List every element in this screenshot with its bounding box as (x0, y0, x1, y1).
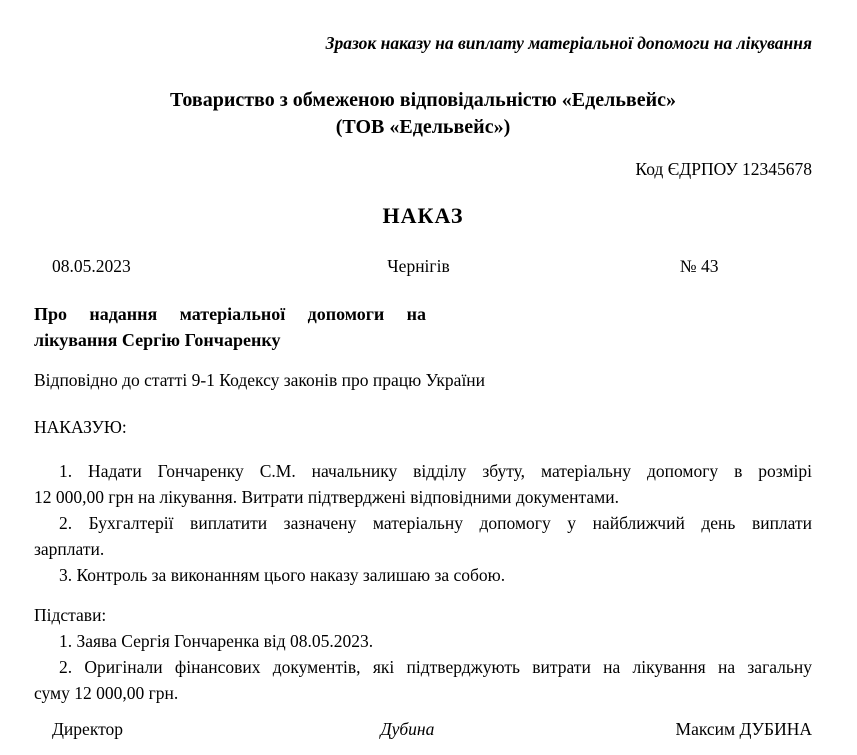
grounds-item (34, 628, 812, 654)
company-full-name: Товариство з обмеженою відповідальністю «Едельвейс» (169, 89, 677, 111)
order-item-line: зарплати. (34, 539, 105, 559)
signature-handwritten: Дубина (380, 719, 435, 739)
grounds-item-line: 2. Оригінали фінансових документів, які підтверджують витрати на лікування на загальну (59, 657, 812, 677)
directive-word: НАКАЗУЮ: (34, 417, 127, 437)
order-city: Чернігів (387, 256, 450, 276)
signature-position: Директор (52, 719, 124, 739)
order-items-list (34, 458, 812, 588)
subject-line: Про надання матеріальної допомоги на (34, 304, 426, 324)
edrpou-code: Код ЄДРПОУ 12345678 (635, 159, 812, 179)
company-short-name: (ТОВ «Едельвейс») (335, 116, 511, 138)
grounds-section (34, 602, 812, 706)
order-item-line: 3. Контроль за виконанням цього наказу залишаю за собою. (59, 565, 506, 585)
order-item (34, 458, 812, 510)
document-title: НАКАЗ (382, 203, 464, 228)
signature-row (34, 718, 812, 740)
order-item-line: 1. Надати Гончаренку С.М. начальнику відділу збуту, матеріальну допомогу в розмірі (59, 461, 812, 481)
grounds-label: Підстави: (34, 605, 107, 625)
order-item (34, 510, 812, 562)
grounds-item-line: суму 12 000,00 грн. (34, 683, 179, 703)
signature-name: Максим ДУБИНА (675, 719, 812, 739)
meta-row (34, 255, 812, 277)
order-date: 08.05.2023 (52, 256, 131, 276)
grounds-item-line: 1. Заява Сергія Гончаренка від 08.05.2023. (59, 631, 374, 651)
order-item-line: 2. Бухгалтерії виплатити зазначену матеріальну допомогу у найближчий день виплати (59, 513, 812, 533)
legal-basis-line: Відповідно до статті 9-1 Кодексу законів про працю України (34, 370, 486, 390)
order-number: № 43 (679, 256, 719, 276)
order-item-line: 12 000,00 грн на лікування. Витрати підтверджені відповідними документами. (34, 487, 619, 507)
subject-heading (34, 301, 426, 353)
grounds-item (34, 654, 812, 706)
subject-line: лікування Сергію Гончаренку (34, 330, 281, 350)
order-item (34, 562, 812, 588)
company-name-block (34, 87, 812, 141)
sample-caption: Зразок наказу на виплату матеріальної допомоги на лікування (325, 33, 812, 53)
